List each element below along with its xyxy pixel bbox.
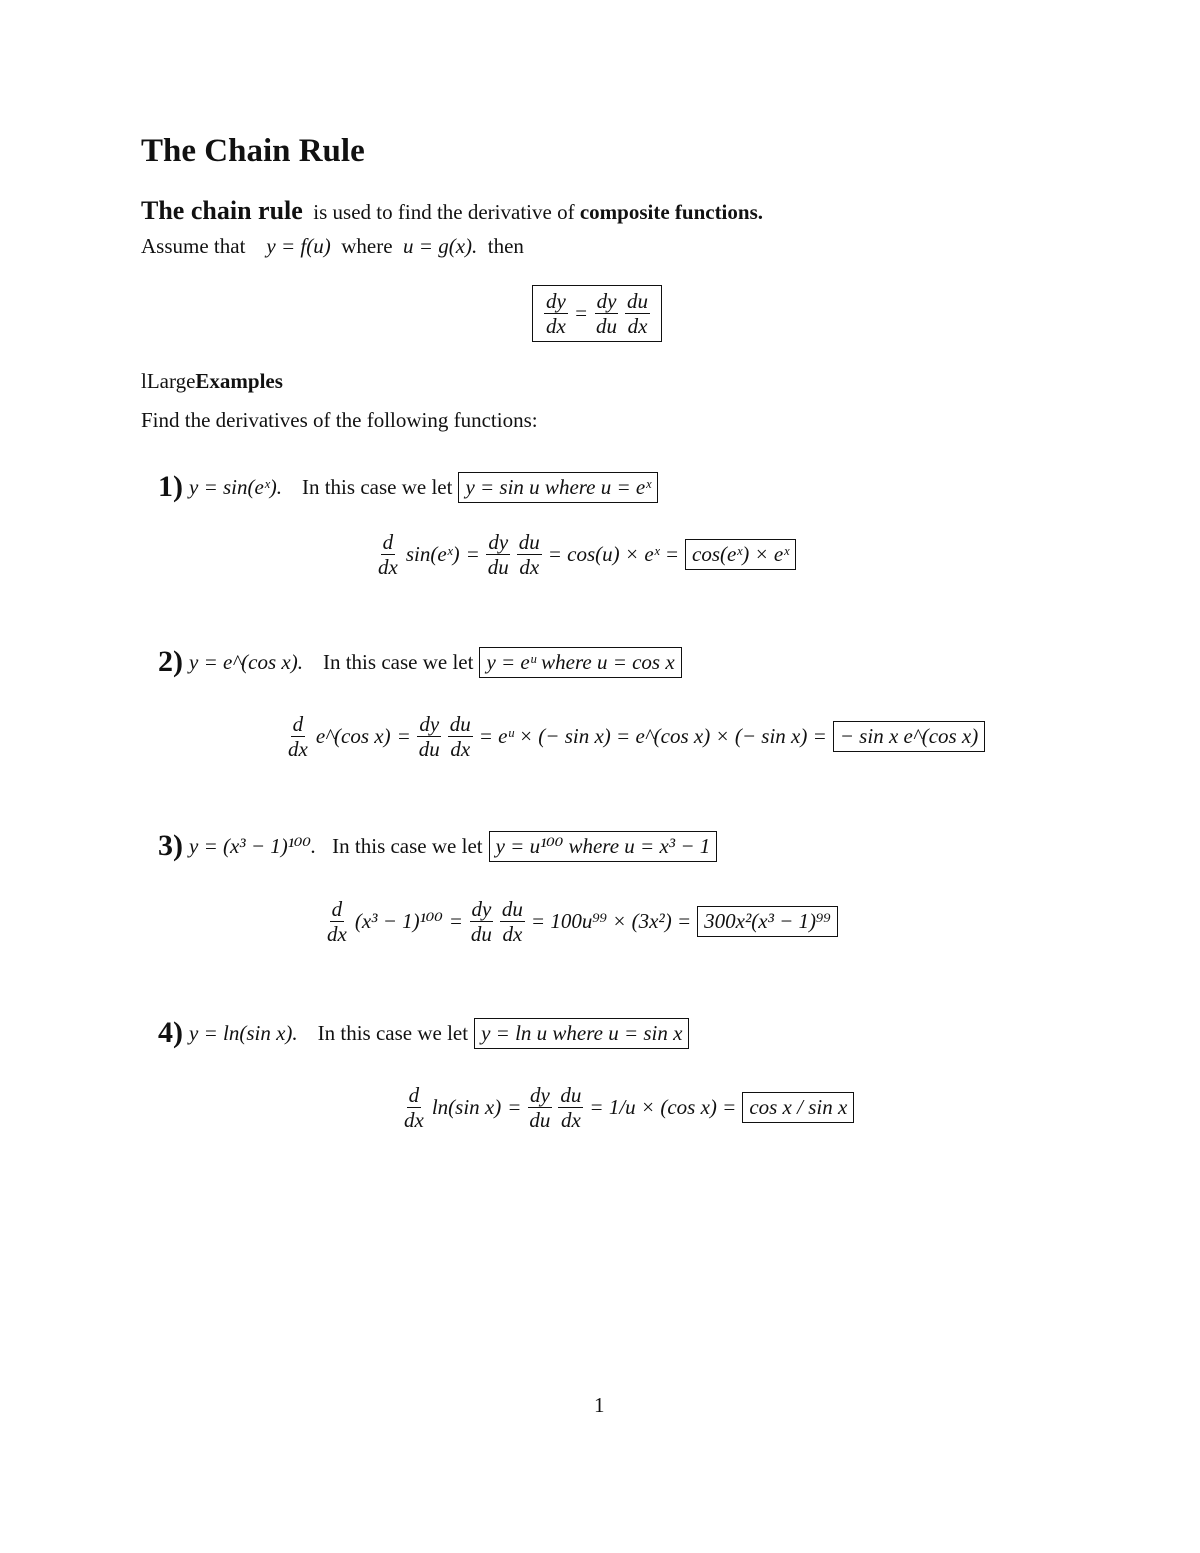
deriv-answer: − sin x e^(cos x) (833, 721, 985, 752)
example-label: 4) (158, 1016, 183, 1049)
formula-lhs-num: dy (546, 289, 566, 313)
example-let-text: In this case we let (317, 1020, 469, 1045)
intro-lead-bold: The chain rule (141, 196, 303, 225)
example-4-derivative: $\frac{d}{dx}$ ln(sin x) = $\frac{dy}{du}$ $\frac{du}{dx}$ = 1/u × (cos x) = cos x / sin x (399, 1083, 857, 1132)
example-function: y = sin(eˣ). (189, 474, 282, 499)
intro-paragraph (141, 196, 763, 226)
deriv-expression: (x³ − 1)¹⁰⁰ (354, 909, 443, 934)
example-label: 1) (158, 470, 183, 503)
assume-eq1: y = f(u) (266, 234, 331, 258)
example-substitution: y = u¹⁰⁰ where u = x³ − 1 (489, 831, 718, 862)
formula-r1-den: du (596, 314, 617, 339)
page-title: The Chain Rule (141, 133, 365, 169)
examples-heading-text: Examples (195, 369, 283, 393)
page-number: 1 (594, 1393, 605, 1417)
deriv-expression: e^(cos x) (315, 724, 391, 749)
formula-equals: = (573, 301, 588, 326)
deriv-answer: 300x²(x³ − 1)⁹⁹ (697, 906, 838, 937)
example-function: y = ln(sin x). (189, 1020, 298, 1045)
intro-lead-bold2: composite functions. (579, 200, 763, 224)
assume-where: where (341, 234, 393, 258)
example-let-text: In this case we let (332, 833, 483, 858)
example-label: 2) (158, 645, 183, 678)
deriv-steps: = 100u⁹⁹ × (3x²) = (530, 909, 692, 934)
example-4 (158, 1016, 695, 1050)
formula-lhs-den: dx (546, 314, 566, 339)
example-function: y = (x³ − 1)¹⁰⁰. (189, 833, 317, 858)
deriv-steps: = cos(u) × eˣ = (547, 542, 679, 567)
example-2 (158, 645, 688, 679)
example-function: y = e^(cos x). (189, 649, 303, 674)
formula-r2-num: du (627, 289, 648, 313)
deriv-steps: = eᵘ × (− sin x) = e^(cos x) × (− sin x) = (478, 724, 827, 749)
example-substitution: y = eᵘ where u = cos x (479, 647, 681, 678)
chain-rule-formula (532, 285, 662, 342)
formula-r2-den: dx (627, 314, 648, 339)
assume-line (141, 234, 524, 259)
example-3-derivative: $\frac{d}{dx}$ (x³ − 1)¹⁰⁰ = $\frac{dy}{du}$ $\frac{du}{dx}$ = 100u⁹⁹ × (3x²) = 300x²(x³ − 1)⁹⁹ (322, 897, 841, 946)
assume-eq2: u = g(x). (403, 234, 478, 258)
example-1 (158, 470, 664, 504)
example-label: 3) (158, 829, 183, 862)
deriv-answer: cos x / sin x (742, 1092, 854, 1123)
examples-heading-prefix: lLarge (141, 369, 196, 393)
formula-r1-num: dy (596, 289, 617, 313)
assume-then: then (487, 234, 524, 258)
deriv-answer: cos(eˣ) × eˣ (685, 539, 796, 570)
deriv-expression: sin(eˣ) (405, 542, 460, 567)
examples-heading (141, 369, 283, 394)
example-substitution: y = sin u where u = eˣ (458, 472, 658, 503)
assume-prefix: Assume that (141, 234, 246, 258)
example-2-derivative: $\frac{d}{dx}$ e^(cos x) = $\frac{dy}{du}$ $\frac{du}{dx}$ = eᵘ × (− sin x) = e^(cos x) × (− sin x) = − sin x e^(cos x) (283, 712, 988, 761)
intro-lead-text: is used to find the derivative of (313, 200, 575, 224)
example-1-derivative: $\frac{d}{dx}$ sin(eˣ) = $\frac{dy}{du}$ $\frac{du}{dx}$ = cos(u) × eˣ = cos(eˣ) × eˣ (373, 530, 799, 579)
example-substitution: y = ln u where u = sin x (474, 1018, 689, 1049)
find-instruction: Find the derivatives of the following functions: (141, 408, 538, 432)
example-let-text: In this case we let (301, 474, 453, 499)
example-let-text: In this case we let (322, 649, 474, 674)
example-3 (158, 829, 723, 863)
deriv-steps: = 1/u × (cos x) = (589, 1095, 737, 1120)
deriv-expression: ln(sin x) (431, 1095, 502, 1120)
